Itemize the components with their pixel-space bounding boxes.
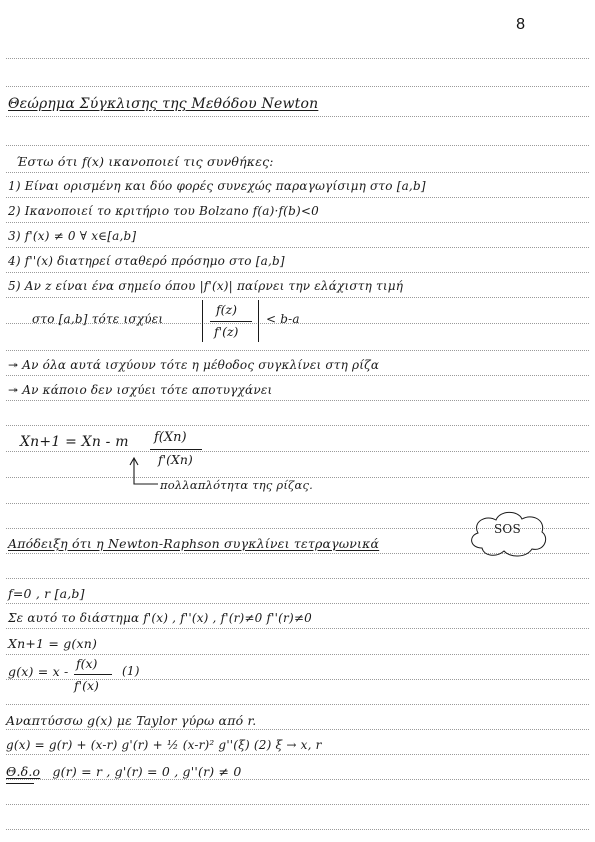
ruled-line [6, 704, 589, 705]
proof-line-root: f=0 , r [a,b] [8, 586, 85, 601]
ruled-line [6, 754, 589, 755]
to-prove-conditions: g(r) = r , g'(r) = 0 , g''(r) ≠ 0 [52, 764, 242, 779]
fraction-bar [210, 321, 252, 322]
ruled-line [6, 222, 589, 223]
fraction-denominator: f'(z) [214, 324, 239, 339]
page-number: 8 [516, 16, 525, 33]
newton-formula-lhs: Xn+1 = Xn - m [20, 434, 129, 450]
taylor-expansion: g(x) = g(r) + (x-r) g'(r) + ½ (x-r)² g''(ξ) (2) ξ → x, r [6, 738, 322, 752]
proof-line-iteration: Xn+1 = g(xn) [8, 636, 98, 651]
proof-title: Απόδειξη ότι η Newton-Raphson συγκλίνει τετραγωνικά [8, 536, 380, 551]
multiplicity-note: πολλαπλότητα της ρίζας. [160, 478, 313, 492]
ruled-line [6, 116, 589, 117]
sos-label: SOS [494, 522, 521, 536]
g-numerator: f(x) [76, 656, 98, 671]
ruled-line [6, 451, 589, 452]
ruled-line [6, 729, 589, 730]
sos-cloud [466, 508, 550, 558]
condition-2: 2) Ικανοποιεί το κριτήριο του Bolzano f(a)·f(b)<0 [8, 204, 319, 218]
abs-bar-left [202, 300, 203, 342]
g-fraction-bar [74, 674, 112, 675]
ruled-line [6, 578, 589, 579]
theorem-title: Θεώρημα Σύγκλισης της Μεθόδου Newton [8, 96, 319, 112]
ruled-line [6, 375, 589, 376]
theorem-intro: Έστω ότι f(x) ικανοποιεί τις συνθήκες: [16, 154, 274, 169]
newton-numerator: f(Xn) [154, 430, 187, 445]
g-definition-lhs: g(x) = x - [8, 664, 69, 679]
condition-1: 1) Είναι ορισμένη και δύο φορές συνεχώς παραγωγίσιμη στο [a,b] [8, 179, 426, 193]
implication-one-fails-text: Αν κάποιο δεν ισχύει τότε αποτυγχάνει [22, 383, 273, 397]
ruled-line [6, 86, 589, 87]
g-denominator: f'(x) [74, 678, 99, 693]
proof-line-interval: Σε αυτό το διάστημα f'(x) , f''(x) , f'(r)≠0 f''(r)≠0 [8, 611, 312, 625]
to-prove-underline [6, 783, 34, 784]
ruled-line [6, 628, 589, 629]
ruled-line [6, 654, 589, 655]
condition-5-bound: < b-a [266, 312, 300, 326]
abs-bar-right [258, 300, 259, 342]
ruled-line [6, 804, 589, 805]
ruled-line [6, 272, 589, 273]
condition-5-continued: στο [a,b] τότε ισχύει [32, 312, 164, 326]
fraction-numerator: f(z) [216, 302, 237, 317]
implication-one-fails: ↠ Αν κάποιο δεν ισχύει τότε αποτυγχάνει [8, 383, 273, 397]
implication-all-hold: ↠ Αν όλα αυτά ισχύουν τότε η μέθοδος συγκλίνει στη ρίζα [8, 358, 380, 372]
newton-fraction-bar [150, 449, 202, 450]
ruled-line [6, 145, 589, 146]
ruled-line [6, 58, 589, 59]
ruled-line [6, 350, 589, 351]
ruled-line [6, 503, 589, 504]
implication-all-hold-text: Αν όλα αυτά ισχύουν τότε η μέθοδος συγκλίνει στη ρίζα [22, 358, 380, 372]
ruled-line [6, 779, 589, 780]
to-prove-line [6, 764, 242, 779]
condition-5: 5) Αν z είναι ένα σημείο όπου |f'(x)| παίρνει την ελάχιστη τιμή [8, 279, 404, 293]
ruled-line [6, 603, 589, 604]
ruled-line [6, 197, 589, 198]
g-equation-tag: (1) [122, 664, 140, 678]
condition-4: 4) f''(x) διατηρεί σταθερό πρόσημο στο [a,b] [8, 254, 285, 268]
ruled-line [6, 297, 589, 298]
taylor-statement: Αναπτύσσω g(x) με Taylor γύρω από r. [6, 713, 257, 728]
ruled-line [6, 400, 589, 401]
to-prove-label: Θ.δ.ο [6, 764, 41, 779]
ruled-line [6, 425, 589, 426]
condition-3: 3) f'(x) ≠ 0 ∀ x∈[a,b] [8, 229, 137, 243]
ruled-line [6, 172, 589, 173]
multiplicity-arrow-icon [120, 456, 160, 490]
ruled-line [6, 247, 589, 248]
newton-denominator: f'(Xn) [158, 452, 193, 467]
ruled-line [6, 829, 589, 830]
